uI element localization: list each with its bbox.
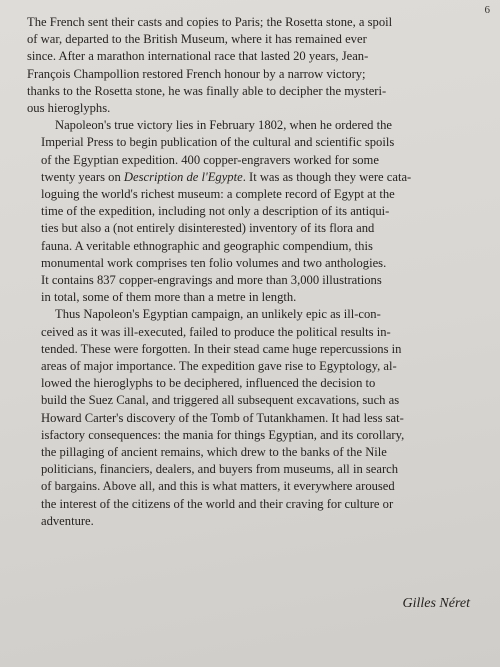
text-line: fauna. A veritable ethnographic and geographic compendium, this [41,238,373,253]
text-line: Imperial Press to begin publication of the cultural and scientific spoils [41,135,395,150]
text-line: time of the expedition, including not only a description of its antiqui- [41,204,390,219]
text-line: lowed the hieroglyphs to be deciphered, influenced the decision to [41,376,376,391]
paragraph-2 [27,117,473,306]
text-line: of bargains. Above all, and this is what matters, it everywhere aroused [41,479,395,494]
page-number: 6 [484,4,490,16]
text-line: The French sent their casts and copies to Paris; the Rosetta stone, a spoil [27,15,393,29]
text-fragment: twenty years on [41,169,124,184]
text-line: isfactory consequences: the mania for things Egyptian, and its corollary, [41,427,405,442]
paragraph-3 [27,306,473,530]
text-line: in total, some of them more than a metre in length. [41,290,297,305]
paragraph-1 [27,14,473,117]
text-line: monumental work comprises ten folio volumes and two anthologies. [41,255,387,270]
text-line: of the Egyptian expedition. 400 copper-engravers worked for some [41,152,379,167]
text-line: ceived as it was ill-executed, failed to produce the political results in- [41,324,391,339]
text-line: Thus Napoleon's Egyptian campaign, an unlikely epic as ill-con- [55,307,381,322]
text-line: the interest of the citizens of the world and their craving for culture or [41,496,394,511]
text-line: ous hieroglyphs. [27,101,111,116]
text-line: Howard Carter's discovery of the Tomb of Tutankhamen. It had less sat- [41,410,404,425]
text-line: adventure. [41,513,94,528]
text-line [27,169,473,186]
text-line: politicians, financiers, dealers, and buyers from museums, all in search [41,462,399,477]
text-line: François Champollion restored French honour by a narrow victory; [27,66,366,81]
text-line: tended. These were forgotten. In their stead came huge repercussions in [41,341,402,356]
text-line: It contains 837 copper-engravings and more than 3,000 illustrations [41,273,382,288]
text-line: since. After a marathon international race that lasted 20 years, Jean- [27,49,369,64]
text-line: Napoleon's true victory lies in February 1802, when he ordered the [55,118,392,133]
body-text [27,14,473,530]
book-title: Description de l'Egypte [123,169,243,184]
text-line: ties but also a (not entirely disinterested) inventory of its flora and [41,221,375,236]
author-signature: Gilles Néret [402,596,470,611]
text-line: areas of major importance. The expedition gave rise to Egyptology, al- [41,359,397,374]
text-fragment: . It was as though they were cata- [242,169,412,184]
text-line: thanks to the Rosetta stone, he was finally able to decipher the mysteri- [27,83,387,98]
text-line: loguing the world's richest museum: a complete record of Egypt at the [41,187,395,202]
text-line: build the Suez Canal, and triggered all subsequent excavations, such as [41,393,400,408]
text-line: of war, departed to the British Museum, where it has remained ever [27,32,367,47]
text-line: the pillaging of ancient remains, which drew to the banks of the Nile [41,445,387,460]
